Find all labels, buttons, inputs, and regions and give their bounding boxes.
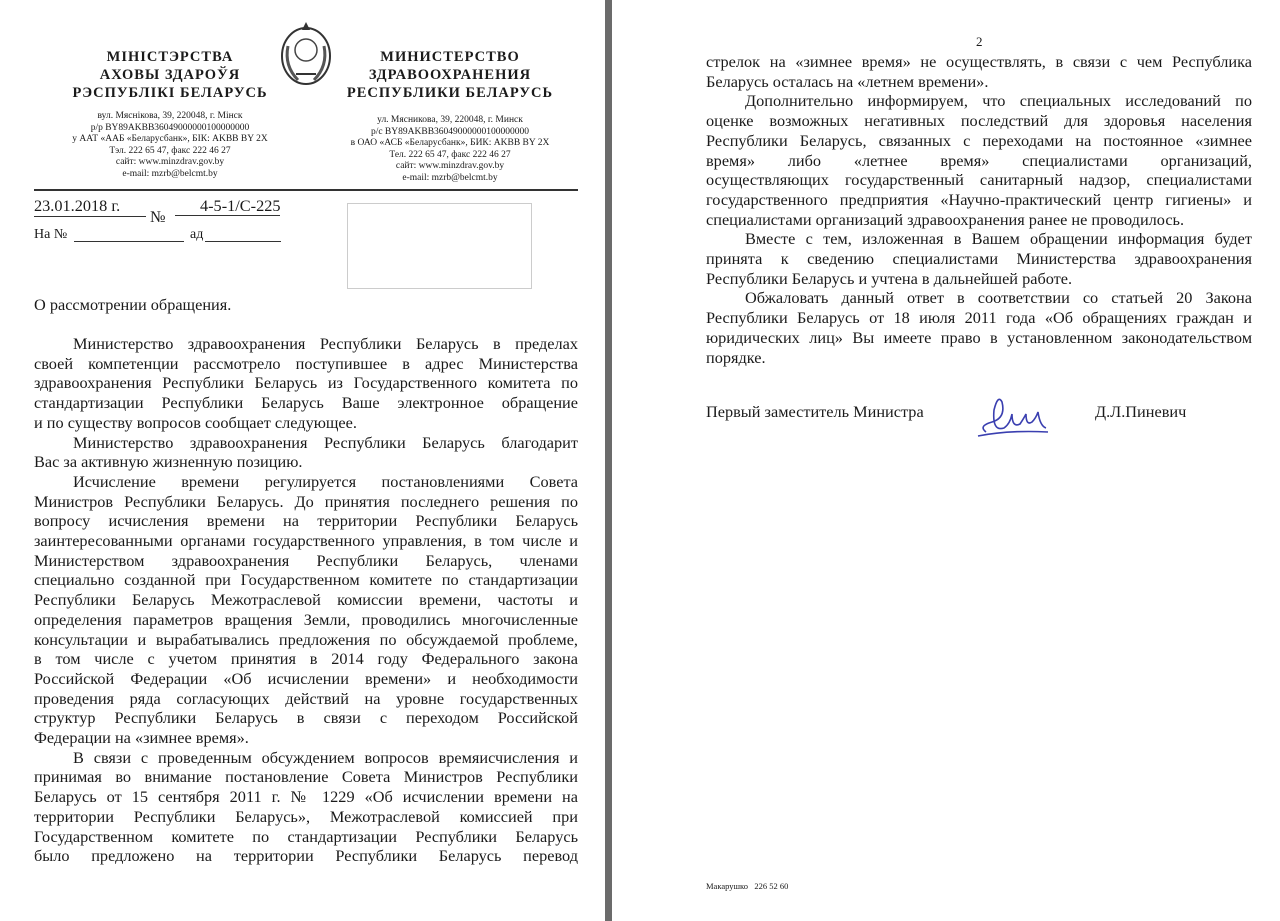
address-line: Тел. 222 65 47, факс 222 46 27	[389, 149, 511, 160]
body-text-line: юридических лиц» Вы имеете право в установленном законодательством	[706, 327, 1252, 347]
body-text-line: Республики Беларусь, связанных с переходами на постоянное «зимнее	[706, 130, 1252, 150]
header-line: МІНІСТЭРСТВА	[106, 49, 234, 65]
body-text-line: порядке.	[706, 347, 766, 367]
header-line: ЗДРАВООХРАНЕНИЯ	[368, 67, 532, 83]
body-text-line: территории Республики Беларусь», Межотраслевой комиссией при	[34, 806, 578, 826]
letter-page-1	[0, 0, 605, 921]
body-text-line: Республики Беларусь Межотраслевой комиссии времени, частоты и	[34, 590, 578, 610]
body-text-line: и по существу вопросов сообщает следующее.	[34, 412, 357, 432]
body-text-line: вопросу исчисления времени на территории Республики Беларусь	[34, 511, 578, 531]
body-text-line: Министерством здравоохранения Республики Беларусь, членами	[34, 550, 578, 570]
body-text-line: проведения ряда согласующих действий на уровне государственных	[34, 688, 578, 708]
body-text-line: Министерство здравоохранения Республики Беларусь в пределах	[73, 334, 578, 353]
address-line: р/с BY89AKBB36049000000100000000	[370, 126, 530, 137]
number-field: 4-5-1/С-225	[175, 196, 280, 216]
ad-date-line	[205, 241, 281, 242]
body-text-line: определения параметров вращения Земли, проводились многочисленные	[34, 609, 578, 629]
header-by-address	[50, 111, 290, 181]
body-text-line: Обжаловать данный ответ в соответствии со статьей 20 Закона	[745, 288, 1252, 308]
header-ru-address	[330, 115, 570, 185]
body-text-line: Беларусь от 15 сентября 2011 г. № 1229 «Об исчислении времени на	[34, 787, 578, 807]
signatory-title: Первый заместитель Министра	[706, 402, 924, 421]
address-line: вул. Мяснікова, 39, 220048, г. Мінск	[97, 111, 243, 121]
body-text-line: Российской Федерации «Об исчислении времени» и необходимости	[34, 668, 578, 688]
stamp-placeholder-box	[347, 203, 532, 289]
reply-label: На №	[34, 227, 68, 242]
address-line: р/р BY89AKBB36049000000100000000	[90, 122, 250, 133]
date-field: 23.01.2018 г.	[34, 196, 146, 217]
body-text-line: Министерство здравоохранения Республики Беларусь благодарит	[73, 432, 578, 452]
header-line: РЭСПУБЛІКІ БЕЛАРУСЬ	[72, 85, 268, 101]
address-line: Тэл. 222 65 47, факс 222 46 27	[109, 145, 231, 156]
subject-line: О рассмотрении обращения.	[34, 295, 232, 314]
body-text-line: здравоохранения Республики Беларусь из Государственного комитета по	[34, 373, 578, 393]
address-line: ул. Мясникова, 39, 220048, г. Минск	[377, 115, 523, 125]
ad-label: ад	[190, 227, 204, 242]
body-text-line: принимая во внимание постановление Совета Министров Республики	[34, 767, 578, 787]
header-by-title	[50, 48, 290, 102]
body-text-line: стрелок на «зимнее время» не осуществлять, в связи с чем Республика	[706, 52, 1252, 71]
body-text-line: специалистами организаций здравоохранения ранее не проводилось.	[706, 209, 1185, 229]
letter-page-2	[612, 0, 1280, 921]
reply-number-line	[74, 241, 184, 242]
header-line: РЕСПУБЛИКИ БЕЛАРУСЬ	[346, 85, 554, 101]
body-text-line: было предложено на территории Республики Беларусь перевод	[34, 846, 578, 866]
executor-info: Макарушко 226 52 60	[706, 881, 789, 891]
body-text-line: стандартизации Республики Беларусь Ваше электронное обращение	[34, 393, 578, 413]
signatory-name: Д.Л.Пиневич	[1095, 402, 1187, 421]
body-text-line: государственного предприятия «Научно-практический центр гигиены» и	[706, 189, 1252, 209]
body-text-line: структур Республики Беларусь в связи с переходом Российской	[34, 708, 578, 728]
header-divider	[34, 189, 578, 191]
body-text-line: В связи с проведенным обсуждением вопросов времяисчисления и	[73, 747, 578, 767]
header-line: АХОВЫ ЗДАРОЎЯ	[99, 67, 241, 83]
coat-of-arms-icon	[276, 16, 336, 92]
header-ru-title	[330, 48, 570, 102]
body-text-line: Беларусь осталась на «летнем времени».	[706, 71, 989, 91]
body-text-line: консультации и вырабатывались предложения по обсуждаемой проблеме,	[34, 629, 578, 649]
body-text-line: оценке возможных негативных последствий для здоровья населения	[706, 111, 1252, 131]
body-text-line: своей компетенции рассмотрело поступившее в адрес Министерства	[34, 353, 578, 373]
body-text-line: Государственном комитете по стандартизации Республики Беларусь	[34, 826, 578, 846]
body-text-line: осуществляющих государственный санитарный надзор, специалистами	[706, 170, 1252, 190]
body-text-line: специально созданной при Государственном комитете по стандартизации	[34, 570, 578, 590]
body-text-line: заинтересованными органами государственного управления, в том числе и	[34, 531, 578, 550]
address-line: e-mail: mzrb@belcmt.by	[402, 172, 498, 183]
body-text-line: время» либо «летнее время» специалистами организаций,	[706, 150, 1252, 170]
body-text-line: Министров Республики Беларусь. До принятия последнего решения по	[34, 491, 578, 511]
address-line: e-mail: mzrb@belcmt.by	[122, 168, 218, 179]
signature-image	[974, 392, 1059, 442]
body-text-line: Исчисление времени регулируется постановлениями Совета	[73, 471, 578, 491]
address-line: в ОАО «АСБ «Беларусбанк», БИК: AKBB BY 2X	[350, 138, 550, 149]
number-label: №	[150, 207, 166, 226]
body-text-line: принята к сведению специалистами Министерства здравоохранения	[706, 249, 1252, 268]
body-text-line: Республики Беларусь от 18 июля 2011 года «Об обращениях граждан и	[706, 308, 1252, 328]
body-text-line: Федерации на «зимнее время».	[34, 728, 249, 747]
body-text-line: Республики Беларусь и учтена в дальнейшей работе.	[706, 268, 1073, 288]
page-number: 2	[976, 34, 983, 49]
address-line: у ААТ «ААБ «Беларусбанк», БІК: AKBB BY 2X	[72, 134, 268, 145]
address-line: сайт: www.minzdrav.gov.by	[395, 161, 505, 172]
body-text-line: Вместе с тем, изложенная в Вашем обращении информация будет	[745, 229, 1252, 249]
address-line: сайт: www.minzdrav.gov.by	[115, 157, 225, 168]
body-text-line: в том числе с учетом принятия в 2014 году Федерального закона	[34, 649, 578, 669]
body-text-line: Вас за активную жизненную позицию.	[34, 452, 303, 472]
body-text-line: Дополнительно информируем, что специальных исследований по	[745, 91, 1252, 111]
header-line: МИНИСТЕРСТВО	[380, 49, 520, 65]
